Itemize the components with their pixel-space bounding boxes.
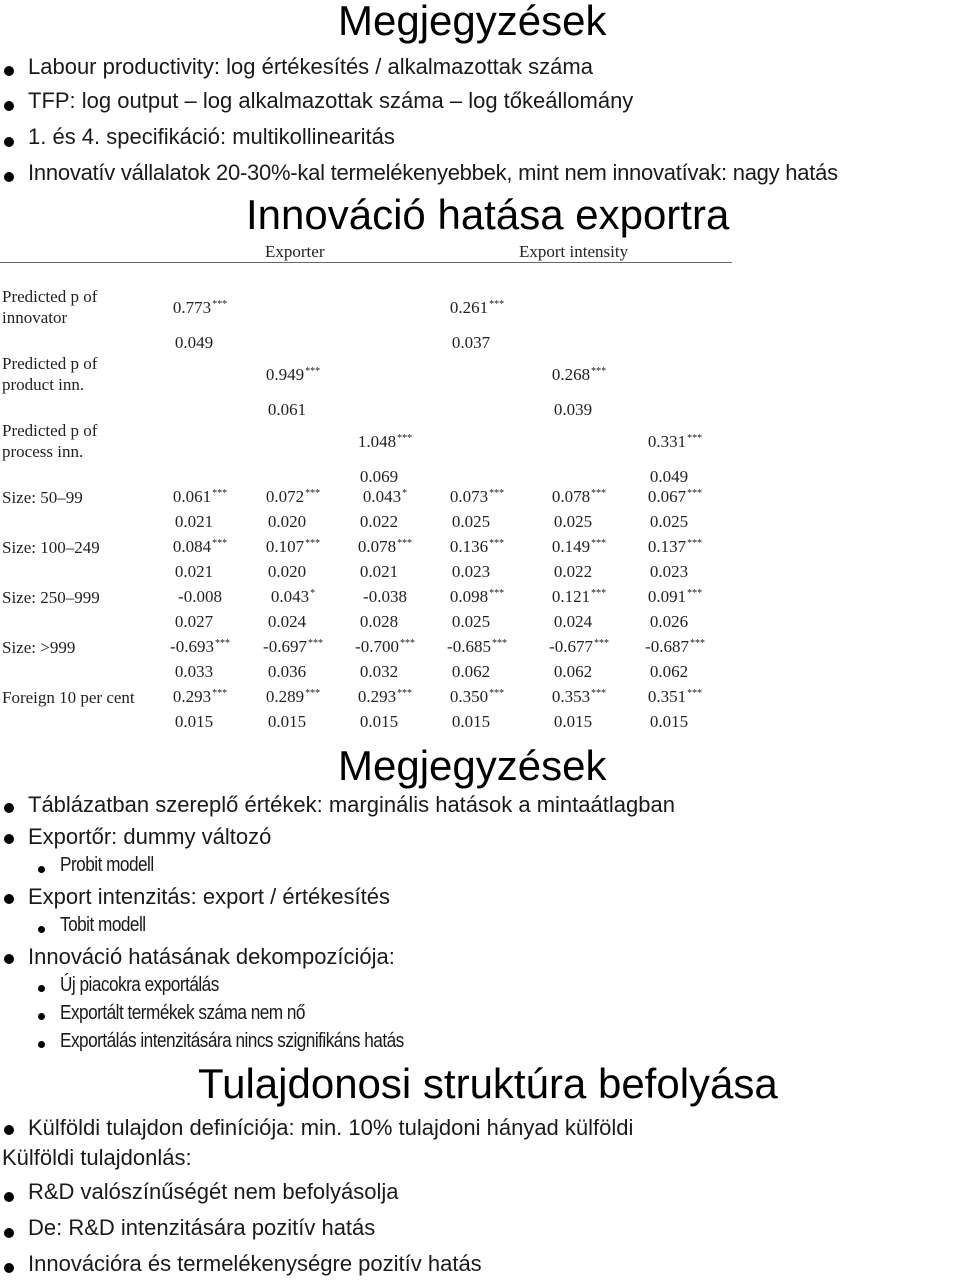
- list-item: Exportált termékek száma nem nő: [0, 1002, 960, 1030]
- coefficient-value: 0.137: [647, 537, 687, 556]
- standard-error-cell: 0.062: [649, 662, 689, 681]
- coefficient-value: -0.693: [170, 637, 214, 656]
- coefficient-cell: [335, 637, 435, 657]
- row-label: Predicted p of: [2, 287, 98, 306]
- standard-error-cell: 0.021: [174, 512, 214, 531]
- list-item: R&D valószínűségét nem befolyásolja: [0, 1179, 960, 1215]
- bullet-icon: [4, 803, 14, 813]
- row-label: process inn.: [2, 442, 84, 461]
- coefficient-value: 0.773: [172, 298, 212, 317]
- coefficient-value: 0.350: [449, 687, 489, 706]
- list-item: Innovációra és termelékenységre pozitív hatás: [0, 1251, 960, 1285]
- coefficient-cell: [427, 298, 527, 318]
- standard-error-cell: 0.069: [359, 467, 399, 486]
- significance-stars: ***: [212, 299, 228, 310]
- list-item: Új piacokra exportálás: [0, 974, 960, 1002]
- standard-error-cell: 0.015: [451, 712, 491, 731]
- foreign-ownership-label: Külföldi tulajdonlás:: [2, 1145, 192, 1170]
- coefficient-value: -0.700: [355, 637, 399, 656]
- bullet-icon: [38, 985, 45, 992]
- significance-stars: ***: [305, 538, 321, 549]
- section4-title: Tulajdonosi struktúra befolyása: [198, 1060, 778, 1107]
- standard-error-cell: 0.033: [174, 662, 214, 681]
- significance-stars: ***: [591, 538, 607, 549]
- section4-bullet-top: [0, 1115, 960, 1145]
- significance-stars: ***: [687, 588, 703, 599]
- significance-stars: *: [402, 488, 408, 499]
- standard-error-cell: 0.015: [174, 712, 214, 731]
- standard-error-cell: 0.062: [553, 662, 593, 681]
- list-item: Export intenzitás: export / értékesítés: [0, 884, 960, 914]
- coefficient-cell: [243, 365, 343, 385]
- coefficient-value: -0.038: [363, 587, 407, 606]
- coefficient-cell: [150, 298, 250, 318]
- regression-table: [0, 236, 960, 746]
- row-label: Foreign 10 per cent: [2, 688, 135, 707]
- row-label: Predicted p of: [2, 354, 98, 373]
- coefficient-cell: [529, 365, 629, 385]
- row-label: Size: >999: [2, 638, 76, 657]
- significance-stars: ***: [591, 688, 607, 699]
- list-item: Innováció hatásának dekompozíciója:: [0, 944, 960, 974]
- significance-stars: ***: [399, 638, 415, 649]
- standard-error-cell: 0.025: [451, 612, 491, 631]
- coefficient-cell: [625, 487, 725, 507]
- coefficient-cell: [335, 687, 435, 707]
- bullet-icon: [38, 866, 45, 873]
- list-item: Exportálás intenzitására nincs szignifikáns hatás: [0, 1030, 960, 1058]
- coefficient-cell: [150, 537, 250, 557]
- coefficient-value: -0.687: [645, 637, 689, 656]
- coefficient-cell: [625, 637, 725, 657]
- coefficient-value: 0.073: [449, 487, 489, 506]
- coefficient-cell: [427, 537, 527, 557]
- bullet-icon: [4, 172, 14, 182]
- coefficient-value: 0.043: [362, 487, 402, 506]
- coefficient-value: 1.048: [357, 432, 397, 451]
- coefficient-cell: [243, 537, 343, 557]
- list-item: De: R&D intenzitására pozitív hatás: [0, 1215, 960, 1251]
- significance-stars: ***: [214, 638, 230, 649]
- standard-error-cell: 0.020: [267, 512, 307, 531]
- coefficient-cell: [150, 587, 250, 607]
- standard-error-cell: 0.032: [359, 662, 399, 681]
- coefficient-cell: [529, 487, 629, 507]
- significance-stars: ***: [591, 366, 607, 377]
- coefficient-value: -0.697: [263, 637, 307, 656]
- bullet-icon: [4, 834, 14, 844]
- coefficient-value: -0.685: [447, 637, 491, 656]
- standard-error-cell: 0.024: [553, 612, 593, 631]
- significance-stars: ***: [489, 488, 505, 499]
- row-label: product inn.: [2, 375, 85, 394]
- section1-title: Megjegyzések: [338, 0, 607, 44]
- coefficient-value: 0.351: [647, 687, 687, 706]
- significance-stars: ***: [489, 588, 505, 599]
- bullet-icon: [4, 1125, 14, 1135]
- list-item: TFP: log output – log alkalmazottak száma – log tőkeállomány: [0, 88, 960, 124]
- coefficient-value: 0.293: [172, 687, 212, 706]
- standard-error-cell: 0.049: [649, 467, 689, 486]
- coefficient-value: 0.078: [551, 487, 591, 506]
- significance-stars: ***: [687, 688, 703, 699]
- standard-error-cell: 0.022: [359, 512, 399, 531]
- standard-error-cell: 0.028: [359, 612, 399, 631]
- significance-stars: ***: [212, 538, 228, 549]
- coefficient-cell: [243, 637, 343, 657]
- coefficient-cell: [625, 587, 725, 607]
- row-label: innovator: [2, 308, 68, 327]
- significance-stars: ***: [489, 299, 505, 310]
- standard-error-cell: 0.023: [451, 562, 491, 581]
- significance-stars: ***: [687, 538, 703, 549]
- coefficient-cell: [427, 637, 527, 657]
- row-label: Size: 250–999: [2, 588, 100, 607]
- coefficient-cell: [625, 537, 725, 557]
- list-item: Probit modell: [0, 854, 960, 884]
- coefficient-cell: [150, 687, 250, 707]
- coefficient-cell: [625, 432, 725, 452]
- coefficient-value: 0.353: [551, 687, 591, 706]
- standard-error-cell: 0.039: [553, 400, 593, 419]
- bullet-icon: [38, 1013, 45, 1020]
- standard-error-cell: 0.037: [451, 333, 491, 352]
- standard-error-cell: 0.026: [649, 612, 689, 631]
- coefficient-cell: [335, 587, 435, 607]
- section4-bullets: [0, 1179, 960, 1285]
- row-label: Predicted p of: [2, 421, 98, 440]
- significance-stars: ***: [591, 588, 607, 599]
- standard-error-cell: 0.025: [553, 512, 593, 531]
- coefficient-cell: [335, 432, 435, 452]
- significance-stars: ***: [305, 688, 321, 699]
- coefficient-value: -0.008: [178, 587, 222, 606]
- significance-stars: ***: [397, 433, 413, 444]
- coefficient-cell: [150, 487, 250, 507]
- column-group-exporter: Exporter: [265, 242, 325, 261]
- standard-error-cell: 0.020: [267, 562, 307, 581]
- coefficient-cell: [427, 587, 527, 607]
- bullet-icon: [4, 894, 14, 904]
- bullet-icon: [38, 926, 45, 933]
- coefficient-value: 0.061: [172, 487, 212, 506]
- coefficient-cell: [243, 487, 343, 507]
- significance-stars: ***: [591, 488, 607, 499]
- significance-stars: ***: [212, 488, 228, 499]
- bullet-icon: [38, 1041, 45, 1048]
- standard-error-cell: 0.024: [267, 612, 307, 631]
- coefficient-cell: [529, 687, 629, 707]
- coefficient-value: 0.331: [647, 432, 687, 451]
- row-label: Size: 100–249: [2, 538, 100, 557]
- list-item: Exportőr: dummy változó: [0, 824, 960, 854]
- coefficient-value: 0.136: [449, 537, 489, 556]
- coefficient-cell: [243, 687, 343, 707]
- significance-stars: ***: [689, 638, 705, 649]
- coefficient-cell: [625, 687, 725, 707]
- significance-stars: ***: [307, 638, 323, 649]
- coefficient-value: 0.121: [551, 587, 591, 606]
- standard-error-cell: 0.025: [649, 512, 689, 531]
- coefficient-cell: [150, 637, 250, 657]
- standard-error-cell: 0.061: [267, 400, 307, 419]
- significance-stars: ***: [212, 688, 228, 699]
- significance-stars: ***: [491, 638, 507, 649]
- coefficient-value: 0.091: [647, 587, 687, 606]
- coefficient-value: -0.677: [549, 637, 593, 656]
- coefficient-cell: [529, 587, 629, 607]
- coefficient-cell: [335, 537, 435, 557]
- significance-stars: ***: [305, 488, 321, 499]
- standard-error-cell: 0.062: [451, 662, 491, 681]
- coefficient-value: 0.067: [647, 487, 687, 506]
- standard-error-cell: 0.015: [649, 712, 689, 731]
- significance-stars: ***: [687, 433, 703, 444]
- significance-stars: ***: [305, 366, 321, 377]
- standard-error-cell: 0.036: [267, 662, 307, 681]
- coefficient-value: 0.098: [449, 587, 489, 606]
- coefficient-value: 0.043: [270, 587, 310, 606]
- section1-bullets: [0, 54, 960, 194]
- significance-stars: ***: [397, 538, 413, 549]
- standard-error-cell: 0.015: [553, 712, 593, 731]
- section3-title: Megjegyzések: [338, 742, 607, 789]
- coefficient-value: 0.261: [449, 298, 489, 317]
- coefficient-cell: [427, 687, 527, 707]
- coefficient-cell: [427, 487, 527, 507]
- section2-title: Innováció hatása exportra: [246, 191, 730, 238]
- coefficient-value: 0.084: [172, 537, 212, 556]
- standard-error-cell: 0.015: [359, 712, 399, 731]
- coefficient-value: 0.107: [265, 537, 305, 556]
- bullet-icon: [4, 101, 14, 111]
- significance-stars: ***: [687, 488, 703, 499]
- row-label: Size: 50–99: [2, 488, 83, 507]
- significance-stars: ***: [489, 688, 505, 699]
- significance-stars: *: [310, 588, 316, 599]
- list-item: Tobit modell: [0, 914, 960, 944]
- coefficient-value: 0.949: [265, 365, 305, 384]
- standard-error-cell: 0.021: [174, 562, 214, 581]
- coefficient-cell: [243, 587, 343, 607]
- standard-error-cell: 0.021: [359, 562, 399, 581]
- section3-list: [0, 792, 960, 1058]
- coefficient-value: 0.289: [265, 687, 305, 706]
- standard-error-cell: 0.049: [174, 333, 214, 352]
- column-group-export-intensity: Export intensity: [519, 242, 629, 261]
- standard-error-cell: 0.023: [649, 562, 689, 581]
- standard-error-cell: 0.027: [174, 612, 214, 631]
- bullet-icon: [4, 954, 14, 964]
- significance-stars: ***: [489, 538, 505, 549]
- significance-stars: ***: [397, 688, 413, 699]
- coefficient-value: 0.268: [551, 365, 591, 384]
- list-item: Labour productivity: log értékesítés / alkalmazottak száma: [0, 54, 960, 88]
- list-item: Innovatív vállalatok 20-30%-kal termelékenyebbek, mint nem innovatívak: nagy hatás: [0, 160, 960, 194]
- bullet-icon: [4, 1228, 14, 1238]
- coefficient-value: 0.149: [551, 537, 591, 556]
- coefficient-cell: [335, 487, 435, 507]
- coefficient-cell: [529, 537, 629, 557]
- bullet-icon: [4, 1263, 14, 1273]
- list-item: 1. és 4. specifikáció: multikollinearitás: [0, 124, 960, 160]
- coefficient-value: 0.072: [265, 487, 305, 506]
- standard-error-cell: 0.022: [553, 562, 593, 581]
- coefficient-value: 0.078: [357, 537, 397, 556]
- significance-stars: ***: [593, 638, 609, 649]
- bullet-icon: [4, 137, 14, 147]
- standard-error-cell: 0.015: [267, 712, 307, 731]
- list-item: Táblázatban szereplő értékek: marginális hatások a mintaátlagban: [0, 792, 960, 824]
- standard-error-cell: 0.025: [451, 512, 491, 531]
- table-top-rule: [0, 262, 732, 263]
- bullet-icon: [4, 66, 14, 76]
- coefficient-value: 0.293: [357, 687, 397, 706]
- list-item: Külföldi tulajdon definíciója: min. 10% tulajdoni hányad külföldi: [0, 1115, 960, 1145]
- coefficient-cell: [529, 637, 629, 657]
- bullet-icon: [4, 1192, 14, 1202]
